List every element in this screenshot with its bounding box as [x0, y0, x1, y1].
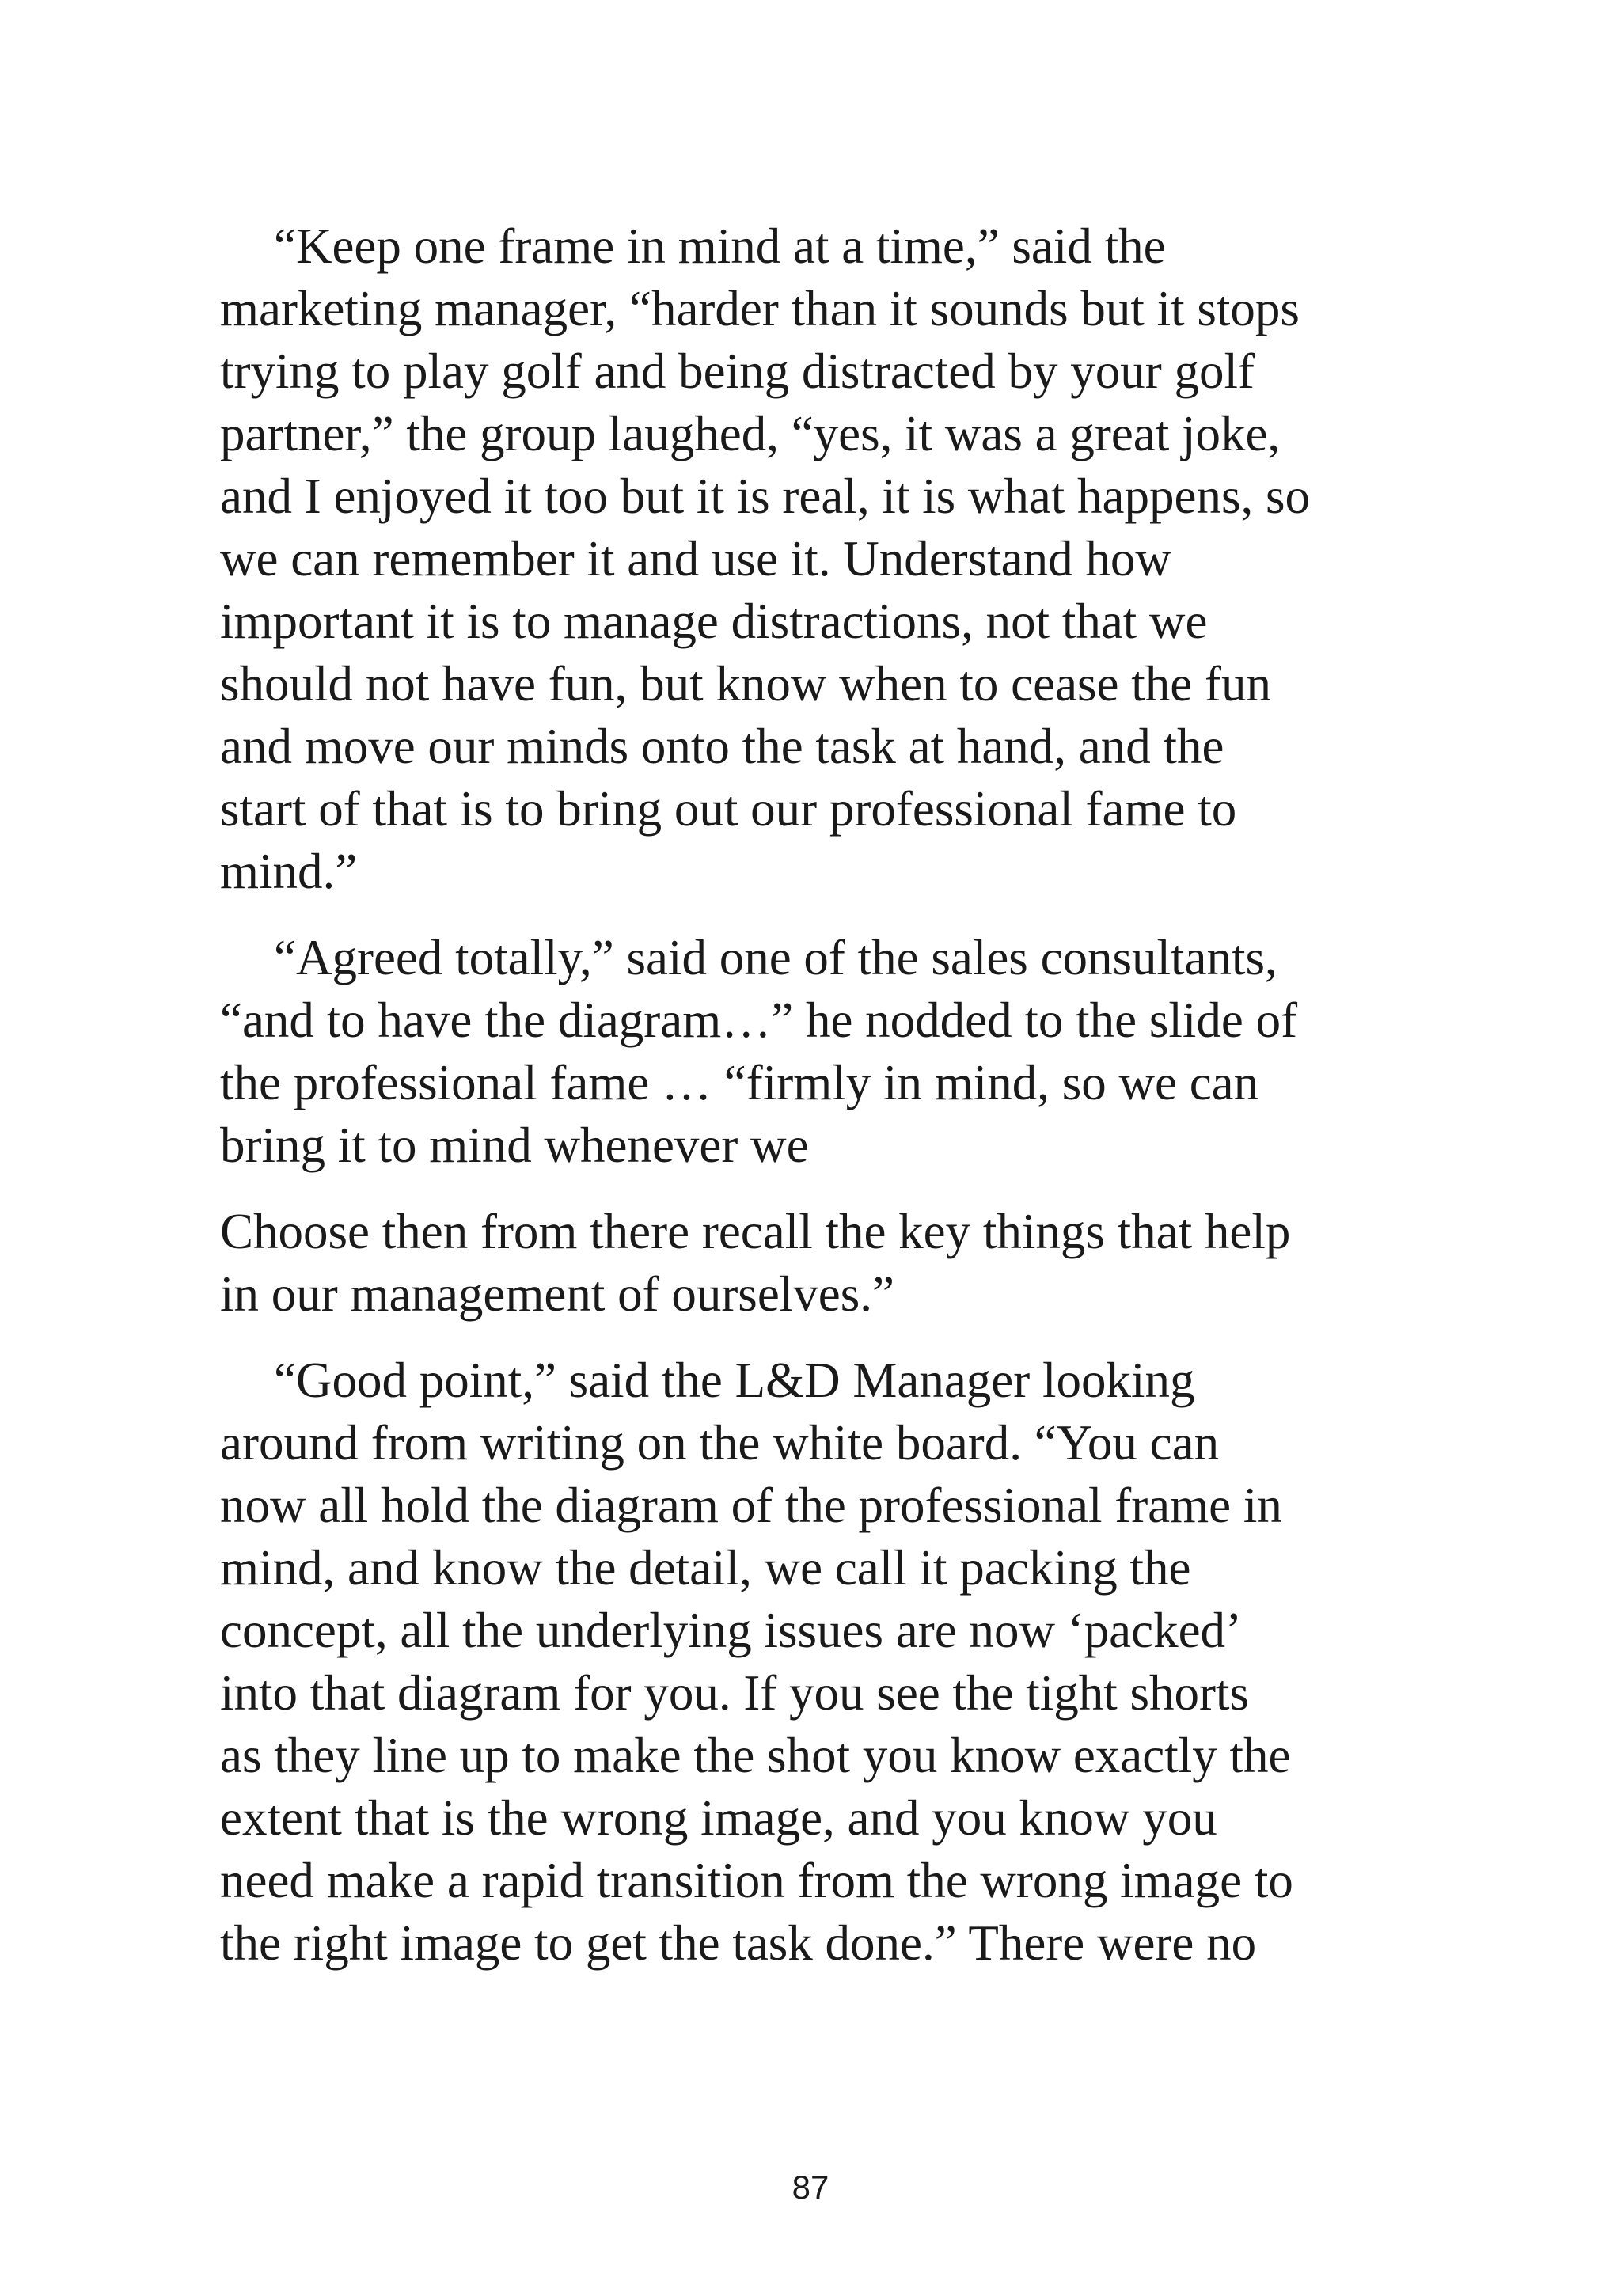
text-line: extent that is the wrong image, and you know you — [220, 1790, 1217, 1846]
text-line: partner,” the group laughed, “yes, it was a great joke, — [220, 406, 1281, 461]
paragraph-gap — [220, 1177, 1431, 1201]
text-line: “Agreed totally,” said one of the sales consultants, — [274, 930, 1277, 985]
text-line: and move our minds onto the task at hand, and the — [220, 719, 1224, 774]
text-line: into that diagram for you. If you see the tight shorts — [220, 1665, 1249, 1721]
paragraph — [220, 1201, 1431, 1326]
text-line: start of that is to bring out our professional fame to — [220, 781, 1237, 837]
text-line: need make a rapid transition from the wrong image to — [220, 1853, 1293, 1908]
text-line: marketing manager, “harder than it sounds but it stops — [220, 281, 1300, 336]
text-line: bring it to mind whenever we — [220, 1118, 809, 1173]
paragraph-gap — [220, 903, 1431, 927]
text-line: concept, all the underlying issues are now ‘packed’ — [220, 1603, 1243, 1658]
text-line: Choose then from there recall the key things that help — [220, 1204, 1291, 1259]
paragraph-gap — [220, 1326, 1431, 1349]
text-line: should not have fun, but know when to cease the fun — [220, 656, 1271, 712]
text-line: and I enjoyed it too but it is real, it is what happens, so — [220, 469, 1311, 524]
text-line: “Keep one frame in mind at a time,” said the — [274, 218, 1166, 274]
text-line: trying to play golf and being distracted by your golf — [220, 343, 1255, 399]
text-line: the right image to get the task done.” There were no — [220, 1915, 1257, 1971]
paragraph — [220, 1349, 1431, 1975]
text-line: around from writing on the white board. “You can — [220, 1415, 1220, 1471]
paragraph — [220, 215, 1431, 903]
paragraph — [220, 927, 1431, 1177]
text-line: in our management of ourselves.” — [220, 1266, 894, 1322]
text-line: important it is to manage distractions, not that we — [220, 594, 1208, 649]
text-line: “and to have the diagram…” he nodded to the slide of — [220, 992, 1298, 1048]
text-line: we can remember it and use it. Understand how — [220, 531, 1171, 586]
text-line: mind.” — [220, 844, 358, 899]
text-line: mind, and know the detail, we call it packing the — [220, 1540, 1191, 1596]
body-text — [220, 215, 1431, 1975]
page-number: 87 — [792, 2169, 829, 2206]
text-line: as they line up to make the shot you know exactly the — [220, 1728, 1291, 1783]
text-line: now all hold the diagram of the professional frame in — [220, 1478, 1282, 1533]
text-line: “Good point,” said the L&D Manager looking — [274, 1353, 1195, 1408]
text-line: the professional fame … “firmly in mind, so we can — [220, 1055, 1259, 1110]
